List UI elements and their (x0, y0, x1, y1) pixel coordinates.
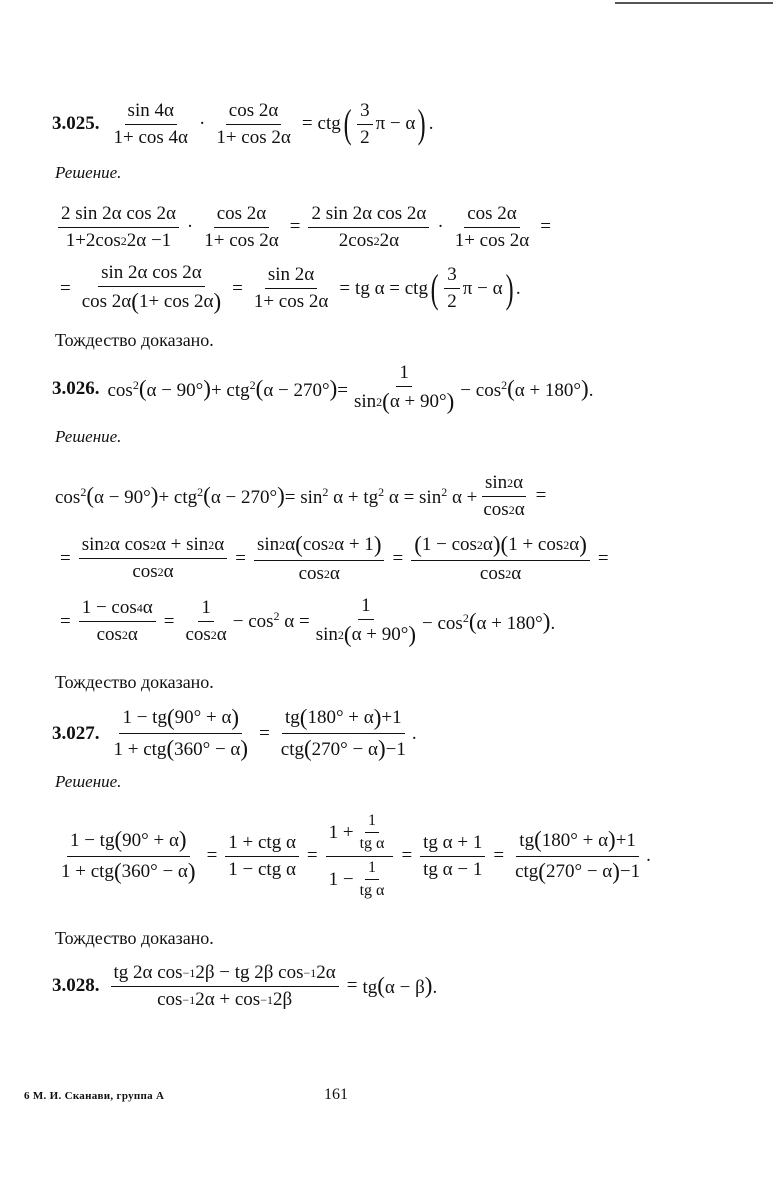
problem-number: 3.028. (52, 975, 100, 997)
solution-line: 2 sin 2α cos 2α 1+2cos 2 2α −1 · $\frac{\cos 2\alpha}{1+ \cos 2\alpha}$ = 2 sin 2α cos 2α 2cos 2 2α · $\frac{\cos 2\alpha}{1+ \cos 2\alpha}$ = (55, 203, 556, 252)
problem-number: 3.025. (52, 113, 100, 135)
problem-3-028: 3.028. tg 2α cos −1 2β − tg 2β cos −1 2α cos −1 2α + cos −1 2β = tg(α − β). (52, 962, 438, 1010)
fraction: $\frac{\sin 4\alpha}{1+ \cos 4\alpha}$ (113, 100, 188, 148)
fraction: $\frac{3}{2}$ (357, 100, 373, 149)
solution-line: 1 − tg ( 90° + α ) 1 + ctg ( 360° − α ) = $\frac{\text{1 + ctg α}}{\text{1 − ctg α}}$ = 1 + $\frac{1}{\text{tg α}}$ 1 − $\frac{1}{\text{tg α}}$ = $\frac{\text{tg α + 1}}{\text{tg α − 1}}$ = tg ( 180° + α ) +1 ctg ( 270° − α ) −1 . (61, 812, 651, 900)
problem-number: 3.026. (52, 377, 100, 399)
problem-number: 3.027. (52, 722, 100, 744)
solution-label: Решение. (55, 772, 122, 791)
problem-3-025: 3.025. $\frac{\sin 4\alpha}{1+ \cos 4\alpha}$ · $\frac{\cos 2\alpha}{1+ \cos 2\alpha}$ = ctg ( $\frac{3}{2}$ π − α ) . (52, 100, 434, 148)
proved-text: Тождество доказано. (55, 672, 214, 692)
problem-3-026: 3.026. $\cos^2(\alpha - 90^\circ)+ ctg^2(\alpha - 270^\circ)=$ 1 sin 2 ( α + 90° ) − $\cos^2(\alpha + 180^\circ)$. (52, 362, 594, 414)
solution-line: = 1 − cos 4 α cos 2 α = 1 cos 2 α − $\cos^2 \alpha$ = 1 sin 2 ( α + 90° ) − $\cos^2(\alpha + 180^\circ)$. (60, 595, 556, 647)
solution-label: Решение. (55, 163, 122, 182)
page-number: 161 (324, 1086, 348, 1103)
solution-line: $\cos^2(\alpha - 90^\circ)+ ctg^2(\alpha - 270^\circ)= \sin^2 \alpha + tg^2$ $\alpha = \sin^2 \alpha$ + sin 2 α cos 2 α = (55, 472, 547, 520)
solution-label: Решение. (55, 427, 122, 446)
solution-line: = sin 2α cos 2α cos 2α ( 1+ cos 2α ) = $\frac{\sin 2\alpha}{1+ \cos 2\alpha}$ = tg α = ctg ( $\frac{3}{2}$ π − α ) . (60, 262, 521, 314)
top-rule (615, 2, 773, 4)
proved-text: Тождество доказано. (55, 330, 214, 350)
footer-signature: 6 М. И. Сканави, группа А (24, 1090, 165, 1102)
proved-text: Тождество доказано. (55, 928, 214, 948)
problem-3-027: 3.027. 1 − tg ( 90° + α ) 1 + ctg ( 360° − α ) = tg ( 180° + α ) +1 ctg ( 270° − α ) −1 . (52, 705, 417, 762)
fraction: $\frac{\cos 2\alpha}{1+ \cos 2\alpha}$ (216, 100, 291, 148)
solution-line: = sin 2 α cos 2 α + sin 2 α cos 2 α = sin 2 α ( cos 2 α + 1 ) cos 2 α = ( 1 − cos 2 α )( 1 + cos 2 α ) cos 2 α = (60, 532, 609, 585)
